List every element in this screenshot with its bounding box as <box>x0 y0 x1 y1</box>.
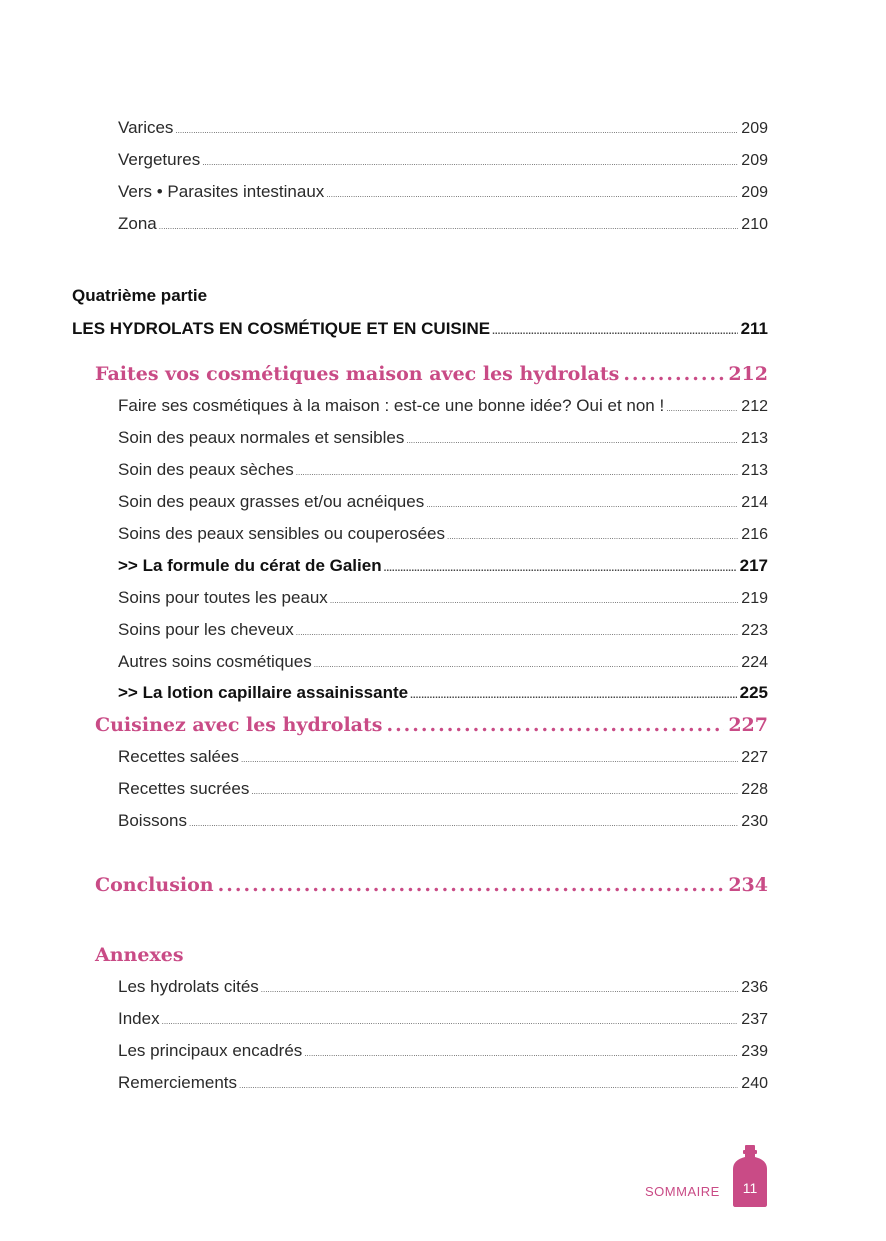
section-page: 234 <box>728 874 768 896</box>
toc-entry[interactable] <box>118 652 768 672</box>
leader-dots <box>426 500 738 509</box>
toc-entry-page: 237 <box>741 1011 768 1028</box>
leader-dots <box>251 787 738 796</box>
toc-entry-page: 224 <box>741 654 768 671</box>
toc-entry-page: 214 <box>741 494 768 511</box>
section-title: Cuisinez avec les hydrolats <box>95 714 383 736</box>
toc-entry[interactable] <box>118 460 768 480</box>
toc-entry-page: 225 <box>739 683 768 702</box>
toc-entry[interactable] <box>118 492 768 512</box>
leader-dots <box>666 404 738 413</box>
toc-entry-highlight[interactable] <box>118 556 768 576</box>
toc-entry-label: Varices <box>118 118 174 137</box>
toc-entry[interactable] <box>118 779 768 799</box>
toc-entry-page: 223 <box>741 622 768 639</box>
toc-entry-page: 216 <box>741 526 768 543</box>
toc-entry[interactable] <box>118 214 768 234</box>
leader-dots <box>261 985 739 994</box>
leader-dots <box>296 468 739 477</box>
leader-dots <box>162 1017 739 1026</box>
section-title: Conclusion <box>95 874 214 896</box>
toc-entry-page: 217 <box>739 556 768 575</box>
toc-entry-page: 227 <box>741 749 768 766</box>
leader-dots <box>189 819 738 828</box>
toc-entry[interactable] <box>118 620 768 640</box>
section-title: Faites vos cosmétiques maison avec les hydrolats <box>95 363 620 385</box>
toc-entry-page: 213 <box>741 430 768 447</box>
toc-entry-label: Soin des peaux normales et sensibles <box>118 428 405 447</box>
leader-dots <box>410 690 737 701</box>
toc-entry-label: Les principaux encadrés <box>118 1041 303 1060</box>
toc-entry-label: Boissons <box>118 811 187 830</box>
section-heading-annexes: Annexes <box>95 944 184 966</box>
toc-entry-label: Soin des peaux sèches <box>118 460 294 479</box>
toc-entry-label: Les hydrolats cités <box>118 977 259 996</box>
toc-entry-label: >> La formule du cérat de Galien <box>118 556 382 575</box>
page-number: 11 <box>742 1180 758 1196</box>
toc-entry-label: Soins pour les cheveux <box>118 620 294 639</box>
toc-entry-label: Soin des peaux grasses et/ou acnéiques <box>118 492 425 511</box>
leader-dots <box>296 628 739 637</box>
leader-dots <box>218 874 725 896</box>
section-heading-conclusion[interactable] <box>95 874 768 896</box>
leader-dots <box>326 190 738 199</box>
leader-dots <box>386 714 724 736</box>
toc-entry-page: 230 <box>741 813 768 830</box>
leader-dots <box>304 1049 738 1058</box>
toc-entry-page: 219 <box>741 590 768 607</box>
toc-entry[interactable] <box>118 1073 768 1093</box>
toc-entry-label: Recettes sucrées <box>118 779 250 798</box>
toc-entry-label: Zona <box>118 214 157 233</box>
footer-section-label: SOMMAIRE <box>645 1184 720 1199</box>
leader-dots <box>384 563 737 574</box>
toc-entry-page: 239 <box>741 1043 768 1060</box>
toc-entry[interactable] <box>118 1041 768 1061</box>
section-page: 212 <box>728 363 768 385</box>
section-heading-cosmetics[interactable] <box>95 363 768 385</box>
part-page: 211 <box>740 319 768 338</box>
part-title-entry[interactable] <box>72 319 768 339</box>
toc-entry[interactable] <box>118 811 768 831</box>
toc-entry-label: Faire ses cosmétiques à la maison : est-ce une bonne idée? Oui et non ! <box>118 396 665 415</box>
toc-entry-label: Vers • Parasites intestinaux <box>118 182 325 201</box>
toc-entry-page: 209 <box>741 184 768 201</box>
toc-entry-highlight[interactable] <box>118 683 768 703</box>
toc-entry-label: >> La lotion capillaire assainissante <box>118 683 409 702</box>
toc-entry-label: Recettes salées <box>118 747 239 766</box>
toc-entry-page: 209 <box>741 120 768 137</box>
toc-entry-page: 210 <box>741 216 768 233</box>
leader-dots <box>202 158 738 167</box>
leader-dots <box>314 660 739 669</box>
toc-entry[interactable] <box>118 524 768 544</box>
leader-dots <box>623 363 724 385</box>
toc-entry[interactable] <box>118 150 768 170</box>
toc-entry-label: Soins pour toutes les peaux <box>118 588 328 607</box>
toc-entry-label: Index <box>118 1009 160 1028</box>
toc-entry[interactable] <box>118 428 768 448</box>
part-title: LES HYDROLATS EN COSMÉTIQUE ET EN CUISINE <box>72 319 491 338</box>
leader-dots <box>447 532 738 541</box>
toc-entry[interactable] <box>118 1009 768 1029</box>
toc-entry-label: Autres soins cosmétiques <box>118 652 312 671</box>
leader-dots <box>406 436 738 445</box>
toc-entry-label: Vergetures <box>118 150 201 169</box>
toc-entry[interactable] <box>118 118 768 138</box>
part-label: Quatrième partie <box>72 286 208 305</box>
leader-dots <box>492 326 737 337</box>
section-page: 227 <box>728 714 768 736</box>
leader-dots <box>159 222 739 231</box>
toc-entry-page: 213 <box>741 462 768 479</box>
toc-entry-label: Soins des peaux sensibles ou couperosées <box>118 524 445 543</box>
toc-entry[interactable] <box>118 977 768 997</box>
section-heading-cuisine[interactable] <box>95 714 768 736</box>
leader-dots <box>330 596 738 605</box>
toc-entry[interactable] <box>118 588 768 608</box>
toc-entry-label: Remerciements <box>118 1073 238 1092</box>
toc-entry[interactable] <box>118 182 768 202</box>
toc-entry-page: 209 <box>741 152 768 169</box>
bottle-icon <box>733 1145 767 1207</box>
toc-entry-page: 240 <box>741 1075 768 1092</box>
toc-entry-page: 228 <box>741 781 768 798</box>
toc-entry-page: 236 <box>741 979 768 996</box>
leader-dots <box>175 126 738 135</box>
leader-dots <box>239 1081 738 1090</box>
leader-dots <box>241 755 738 764</box>
toc-entry[interactable] <box>118 747 768 767</box>
toc-entry[interactable] <box>118 396 768 416</box>
toc-entry-page: 212 <box>741 398 768 415</box>
